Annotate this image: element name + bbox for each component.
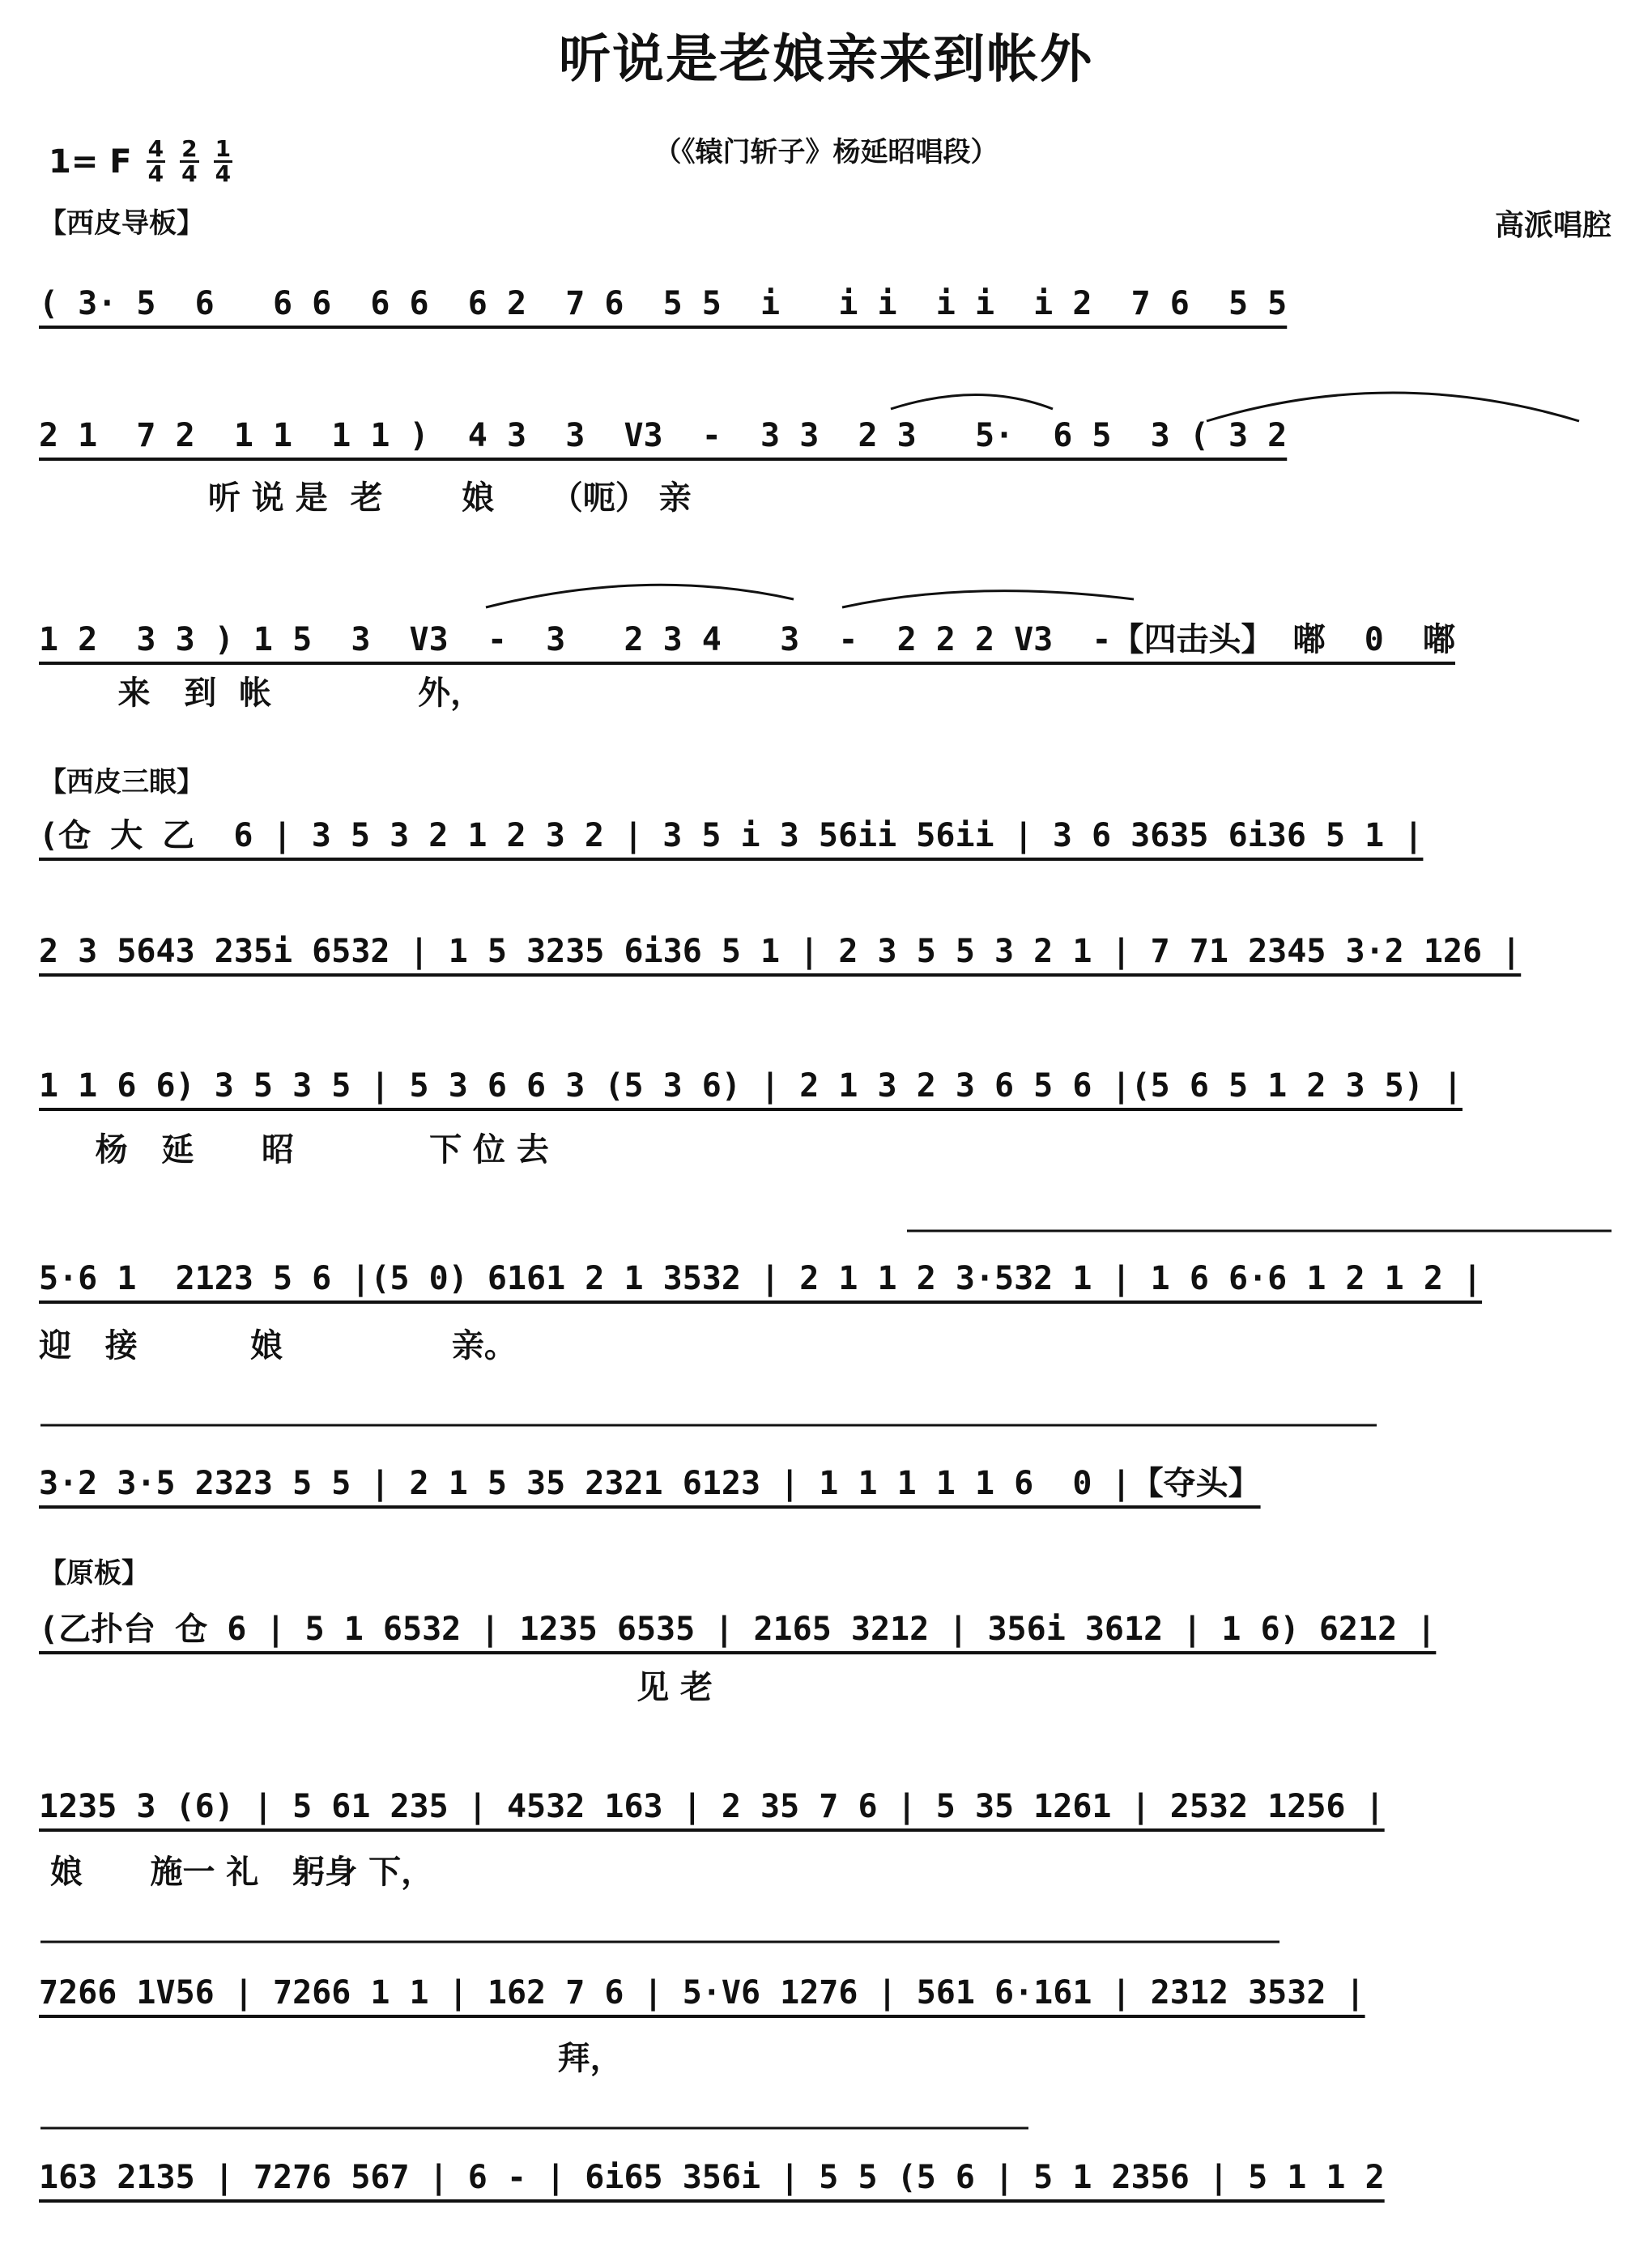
time-signature-1: $\frac{4}{4}$ <box>147 135 164 187</box>
notation-line: 163 2135 | 7276 567 | 6 - | 6i65 356i | 5 5 (5 6 | 5 1 2356 | 5 1 1 2 <box>39 2159 1385 2196</box>
lyric-line: 来 到 帐 外， <box>39 674 483 712</box>
lyric-line: 杨 延 昭 下 位 去 <box>39 1130 549 1169</box>
notation-line: 1 2 3 3 ) 1 5 3 V3 - 3 2 3 4 3 - 2 2 2 V3 -【四击头】 嘟 0 嘟 <box>39 621 1456 658</box>
notation-line: ( 3· 5 6 6 6 6 6 6 2 7 6 5 5 i i i i i i 2 7 6 5 5 <box>39 285 1288 322</box>
key-label: 1= F <box>49 143 132 181</box>
notation-line: (乙扑台 仓 6 | 5 1 6532 | 1235 6535 | 2165 3212 | 356i 3612 | 1 6) 6212 | <box>39 1611 1437 1648</box>
notation-line: 3·2 3·5 2323 5 5 | 2 1 5 35 2321 6123 | 1 1 1 1 1 6 0 |【夺头】 <box>39 1465 1261 1502</box>
notation-line: 1 1 6 6) 3 5 3 5 | 5 3 6 6 3 (5 3 6) | 2 1 3 2 3 6 5 6 |(5 6 5 1 2 3 5) | <box>39 1067 1463 1105</box>
lyric-line: 拜， <box>39 2039 623 2077</box>
notation-line: 7266 1V56 | 7266 1 1 | 162 7 6 | 5·V6 1276 | 561 6·161 | 2312 3532 | <box>39 1974 1365 2011</box>
notation-line: 2 1 7 2 1 1 1 1 ) 4 3 3 V3 - 3 3 2 3 5· 6 5 3 ( 3 2 <box>39 417 1288 454</box>
lyric-line: 娘 施一 礼 躬身 下， <box>39 1853 434 1891</box>
notation-line: 1235 3 (6) | 5 61 235 | 4532 163 | 2 35 7 6 | 5 35 1261 | 2532 1256 | <box>39 1788 1385 1825</box>
song-subtitle: （《辕门斩子》杨延昭唱段） <box>654 136 998 168</box>
notation-line: (仓 大 乙 6 | 3 5 3 2 1 2 3 2 | 3 5 i 3 56ii 56ii | 3 6 3635 6i36 5 1 | <box>39 817 1424 854</box>
notation-line: 2 3 5643 235i 6532 | 1 5 3235 6i36 5 1 | 2 3 5 5 3 2 1 | 7 71 2345 3·2 126 | <box>39 933 1522 970</box>
time-signature-2: $\frac{2}{4}$ <box>181 135 198 187</box>
notation-line: 5·6 1 2123 5 6 |(5 0) 6161 2 1 3532 | 2 1 1 2 3·532 1 | 1 6 6·6 1 2 1 2 | <box>39 1260 1483 1297</box>
section-tag-sanyan: 【西皮三眼】 <box>39 766 204 798</box>
style-label: 高派唱腔 <box>1494 209 1612 242</box>
lyric-line: 见 老 <box>39 1668 713 1706</box>
song-title: 听说是老娘亲来到帐外 <box>559 29 1093 90</box>
section-tag-yuanban: 【原板】 <box>39 1557 149 1590</box>
lyric-line: 听 说 是 老 娘 （呃） 亲 <box>39 479 692 517</box>
section-tag-daoban: 【西皮导板】 <box>39 207 204 240</box>
lyric-line: 迎 接 娘 亲。 <box>39 1326 517 1364</box>
time-signature-3: $\frac{1}{4}$ <box>215 135 232 187</box>
